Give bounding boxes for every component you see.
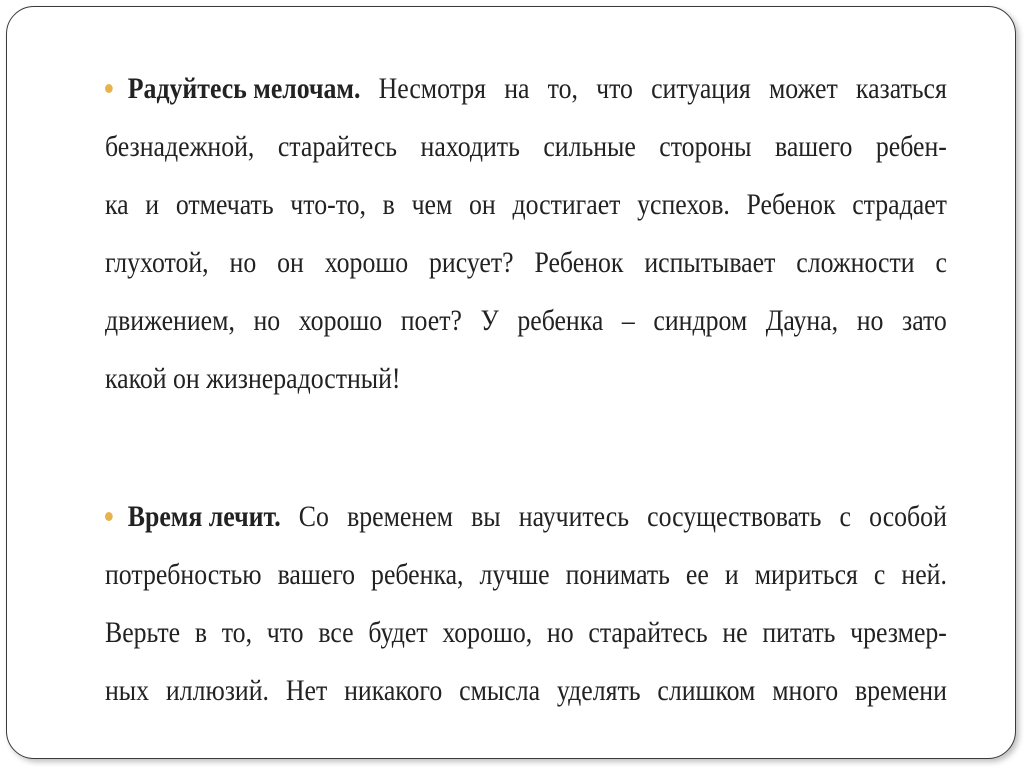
word: питать (762, 616, 836, 649)
word: будет (368, 616, 428, 649)
paragraph-line-text: какой он жизнерадостный! (105, 362, 401, 395)
word: ее (685, 558, 709, 591)
word: понимать (565, 558, 670, 591)
word: иллюзий. (165, 674, 270, 707)
word: страдает (852, 188, 947, 221)
word: с (935, 246, 947, 279)
word: но (546, 616, 574, 649)
word: У (480, 304, 499, 337)
word: и (145, 188, 160, 221)
word: лучше (479, 558, 550, 591)
paragraph-heading: Радуйтесь мелочам. (127, 72, 361, 105)
paragraph-line (105, 552, 947, 610)
word: смысла (459, 674, 541, 707)
word: Верьте (105, 616, 181, 649)
word: что (596, 72, 633, 105)
word: рисует? (429, 246, 514, 279)
word: хорошо (324, 246, 409, 279)
paragraph-line (105, 182, 947, 240)
word: все (318, 616, 354, 649)
word: сильные (543, 130, 636, 163)
word: Ребенок (534, 246, 624, 279)
word: ней. (901, 558, 947, 591)
word: ных (105, 674, 150, 707)
word: Ребенок (746, 188, 836, 221)
word: казаться (855, 72, 947, 105)
word: с (839, 500, 852, 533)
paragraph-line (105, 356, 947, 414)
slide-content (105, 66, 947, 726)
paragraph-line (105, 668, 947, 726)
bullet-icon (105, 84, 113, 93)
word: безнадежной, (105, 130, 255, 163)
word: то, (221, 616, 253, 649)
word: времени (854, 674, 947, 707)
word: хорошо, (442, 616, 533, 649)
word: в (382, 188, 395, 221)
word: мириться (754, 558, 858, 591)
word: стороны (659, 130, 752, 163)
word: – (621, 304, 635, 337)
word: чем (411, 188, 453, 221)
word: никакого (344, 674, 443, 707)
word: вашего (774, 130, 853, 163)
word: поет? (400, 304, 462, 337)
word: то, (547, 72, 578, 105)
paragraph-rejoice (105, 66, 947, 414)
word: в (194, 616, 208, 649)
bullet-icon (105, 512, 113, 521)
word: временем (347, 500, 453, 533)
word: чрезмер- (850, 616, 947, 649)
word: но (856, 304, 884, 337)
word: успехов. (637, 188, 730, 221)
word: что (266, 616, 304, 649)
word: на (504, 72, 530, 105)
word: сосуществовать (647, 500, 822, 533)
word: ребенка (517, 304, 604, 337)
word: Дауна, (765, 304, 839, 337)
word: старайтесь (588, 616, 708, 649)
word: глухотой, (105, 246, 209, 279)
word: с (873, 558, 886, 591)
word: что-то, (290, 188, 366, 221)
word: особой (869, 500, 947, 533)
word: может (768, 72, 838, 105)
word: не (722, 616, 748, 649)
paragraph-line (105, 66, 947, 124)
paragraph-line (105, 298, 947, 356)
word: синдром (653, 304, 748, 337)
word: но (253, 304, 281, 337)
word: вы (471, 500, 501, 533)
word: уделять (556, 674, 641, 707)
word: вашего (277, 558, 356, 591)
word: но (229, 246, 257, 279)
word: ситуация (651, 72, 751, 105)
paragraph-time-heals (105, 494, 947, 726)
word: находить (420, 130, 520, 163)
word: и (724, 558, 739, 591)
word: Со (298, 500, 329, 533)
word: слишком (657, 674, 756, 707)
word: Несмотря (378, 72, 487, 105)
word: хорошо (298, 304, 383, 337)
word: старайтесь (277, 130, 398, 163)
word: он (277, 246, 304, 279)
word: потребностью (105, 558, 262, 591)
word: много (772, 674, 839, 707)
paragraph-heading: Время лечит. (127, 500, 281, 533)
word: зато (902, 304, 947, 337)
paragraph-line (105, 610, 947, 668)
paragraph-line (105, 494, 947, 552)
paragraph-line (105, 240, 947, 298)
word: отмечать (175, 188, 274, 221)
word: движением, (105, 304, 235, 337)
word: ребенка, (371, 558, 464, 591)
word: Нет (285, 674, 328, 707)
word: ка (105, 188, 129, 221)
word: достигает (512, 188, 621, 221)
word: ребен- (875, 130, 947, 163)
word: сложности (796, 246, 915, 279)
word: научитесь (518, 500, 629, 533)
paragraph-line (105, 124, 947, 182)
word: он (469, 188, 496, 221)
word: испытывает (644, 246, 776, 279)
